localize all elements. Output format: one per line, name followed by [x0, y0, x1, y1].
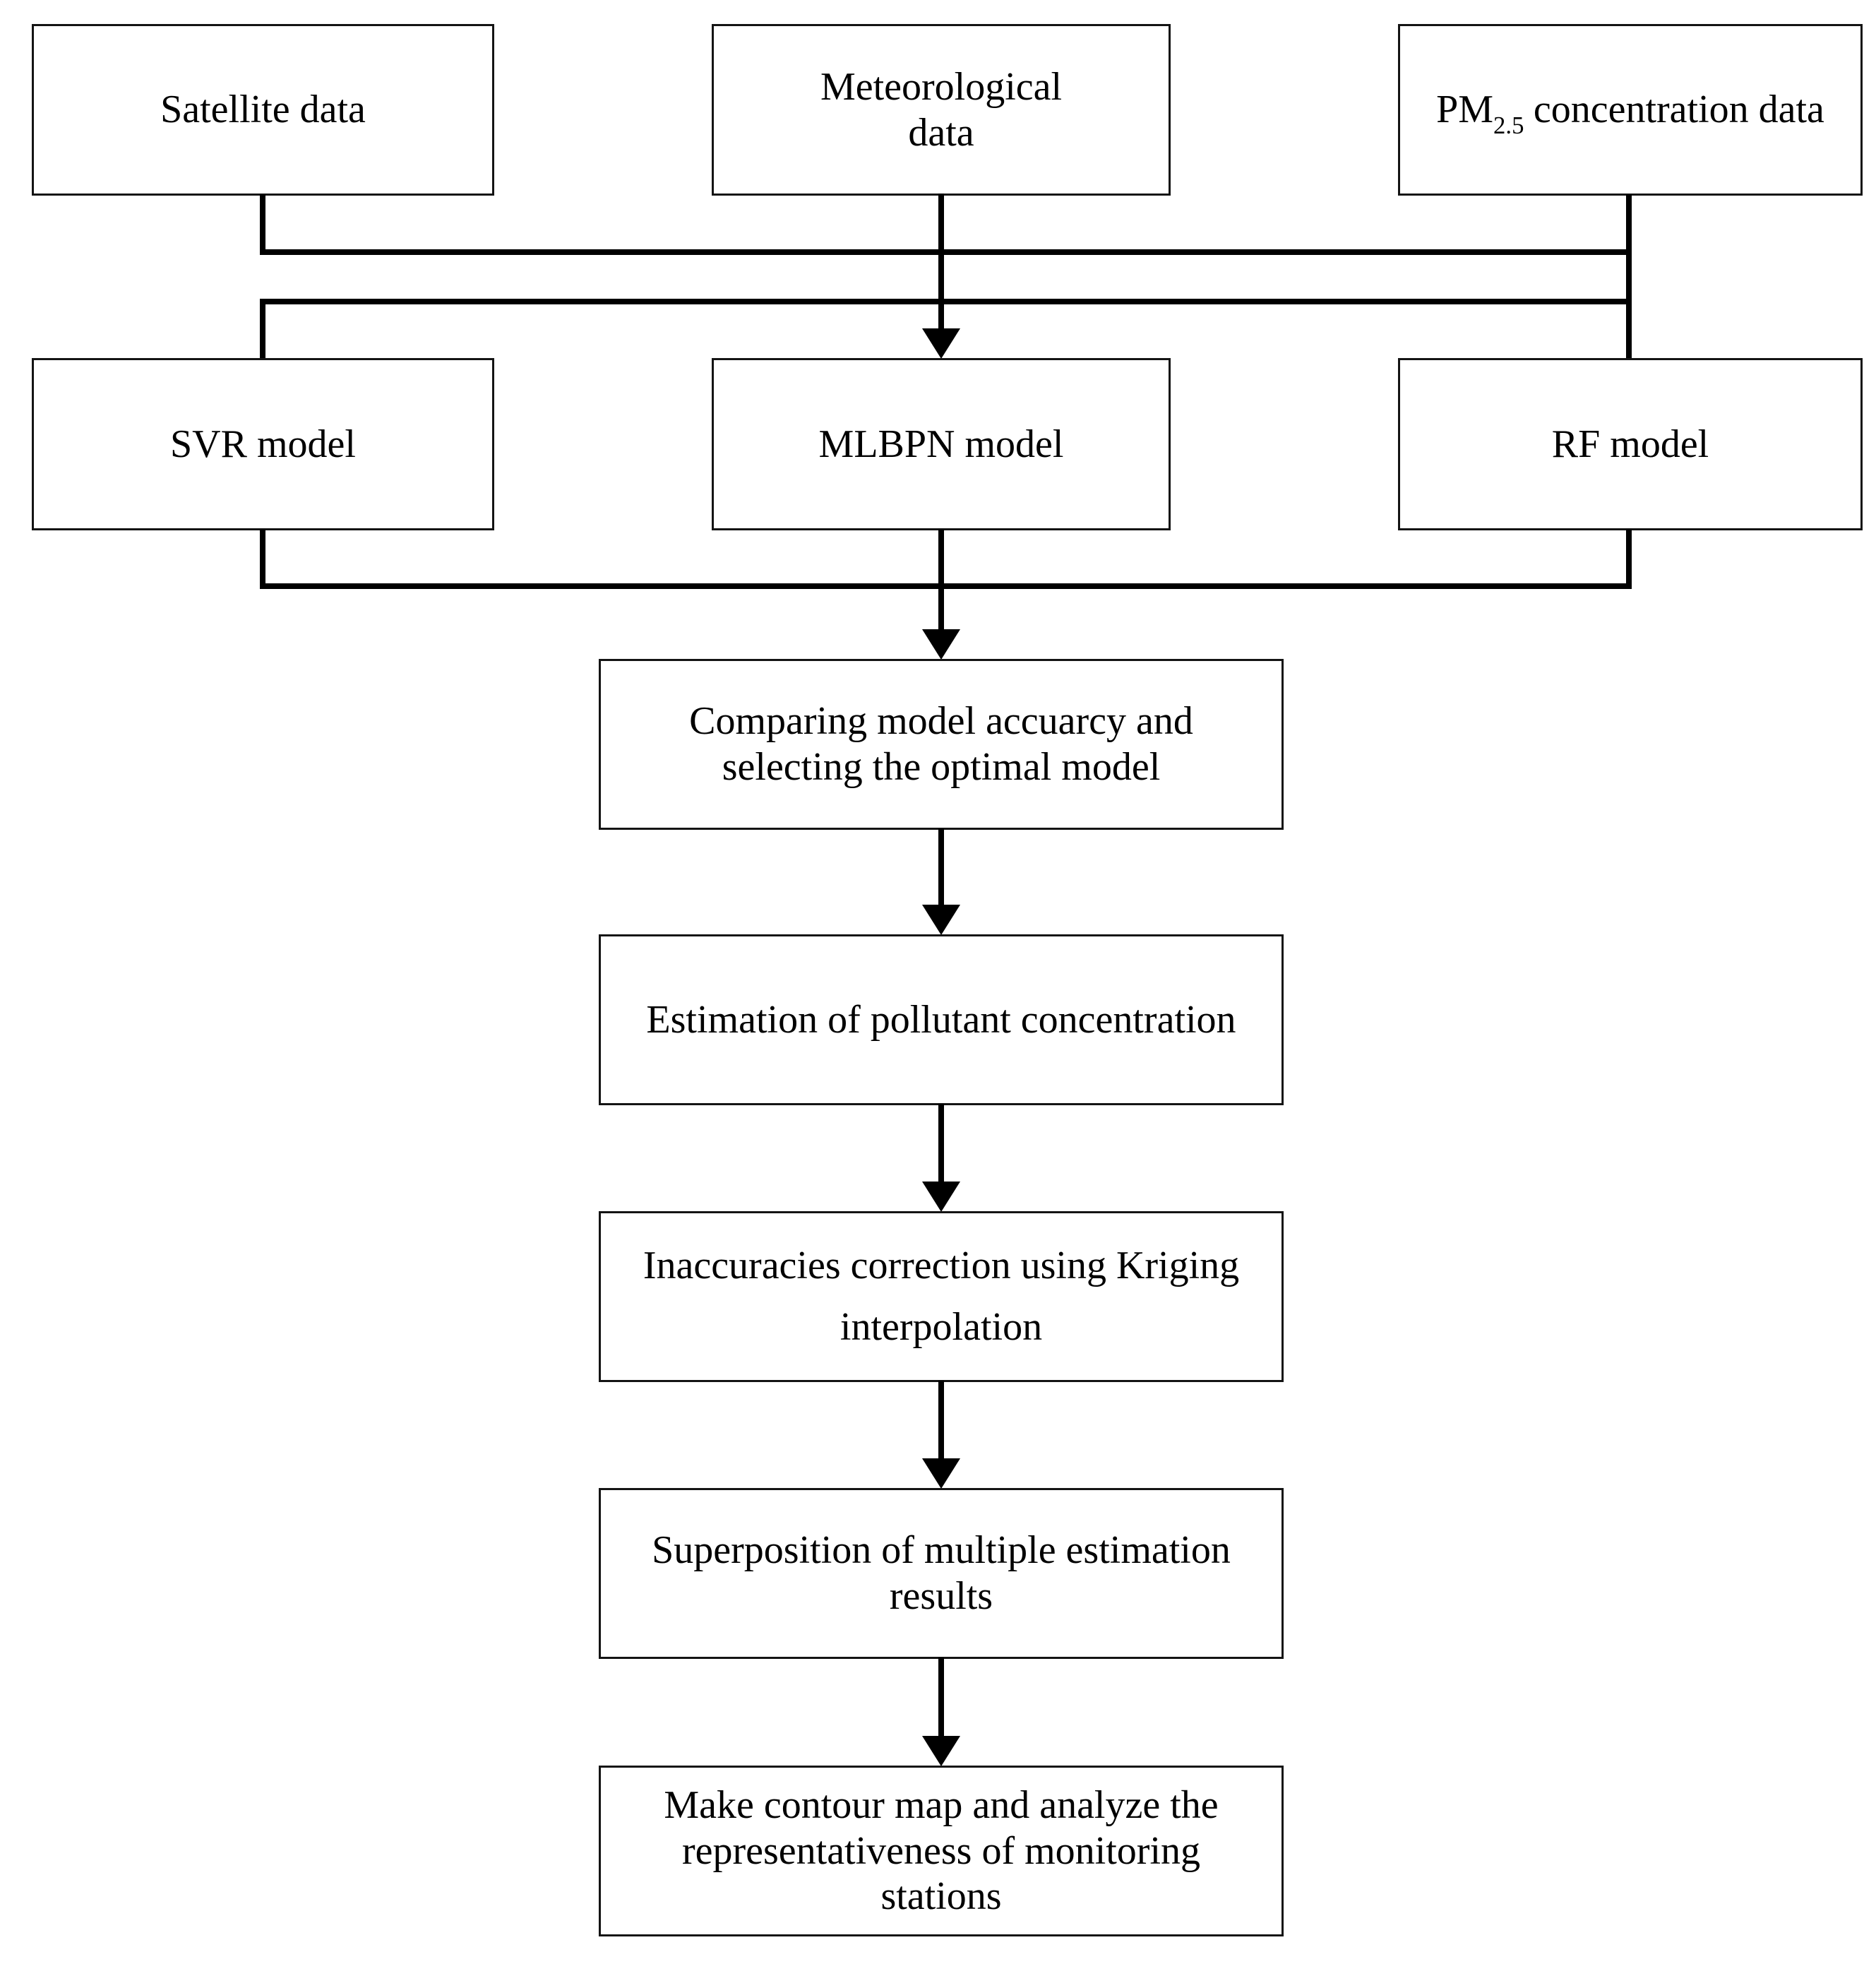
node-label: Satellite data — [160, 88, 366, 132]
arrowhead-into-kriging — [922, 1182, 960, 1212]
arrowhead-into-superposition — [922, 1458, 960, 1489]
node-make-contour-map — [599, 1766, 1284, 1936]
node-svr-model — [32, 358, 494, 530]
connector-svr-down — [260, 529, 265, 589]
connector-collector-line-1 — [260, 249, 1632, 255]
arrowhead-into-estimation — [922, 905, 960, 935]
node-label-line1: Comparing model accuarcy and — [689, 699, 1193, 744]
node-label-line3: stations — [880, 1874, 1002, 1919]
node-label-line2: interpolation — [840, 1305, 1043, 1349]
connector-satellite-down — [260, 194, 265, 255]
connector-into-svr — [260, 299, 265, 359]
node-label-line1: Superposition of multiple estimation — [652, 1528, 1231, 1573]
pm-label-suffix: concentration data — [1533, 88, 1824, 132]
node-label: RF model — [1551, 422, 1709, 466]
node-mlbpn-model — [712, 358, 1171, 530]
connector-estimation-to-kriging — [938, 1104, 944, 1184]
pm-label-prefix: PM — [1436, 88, 1494, 132]
node-superposition-results — [599, 1488, 1284, 1659]
node-kriging-correction — [599, 1211, 1284, 1382]
arrowhead-into-contour — [922, 1736, 960, 1766]
node-label — [1436, 87, 1824, 140]
connector-mlbpn-down — [938, 529, 944, 632]
node-label-line2: representativeness of monitoring — [681, 1828, 1200, 1873]
node-label: MLBPN model — [818, 422, 1064, 466]
arrowhead-into-comparing — [922, 629, 960, 660]
node-label-line1: Meteorological — [820, 64, 1063, 109]
node-label-line1: Make contour map and analyze the — [664, 1783, 1219, 1827]
connector-rf-down — [1626, 529, 1632, 589]
connector-pm25-down — [1626, 194, 1632, 359]
node-pm25-concentration-data — [1398, 24, 1863, 196]
connector-distributor-line — [260, 299, 1632, 304]
node-meteorological-data — [712, 24, 1171, 196]
node-label: SVR model — [170, 422, 356, 466]
connector-meteorological-down — [938, 194, 944, 330]
arrowhead-into-mlbpn — [922, 328, 960, 359]
connector-collector-line-2 — [260, 583, 1632, 589]
node-estimation-pollutant-concentration — [599, 934, 1284, 1105]
connector-comparing-to-estimation — [938, 828, 944, 907]
pm-label-subscript: 2.5 — [1493, 112, 1524, 140]
node-rf-model — [1398, 358, 1863, 530]
node-satellite-data — [32, 24, 494, 196]
connector-superposition-to-contour — [938, 1658, 944, 1739]
node-label-line2: data — [908, 110, 974, 155]
connector-kriging-to-superposition — [938, 1381, 944, 1461]
node-label: Estimation of pollutant concentration — [646, 997, 1236, 1042]
node-label-line2: results — [889, 1574, 993, 1618]
node-label-line2: selecting the optimal model — [722, 745, 1161, 789]
node-label-line1: Inaccuracies correction using Kriging — [643, 1244, 1240, 1288]
node-comparing-model-accuracy — [599, 659, 1284, 830]
